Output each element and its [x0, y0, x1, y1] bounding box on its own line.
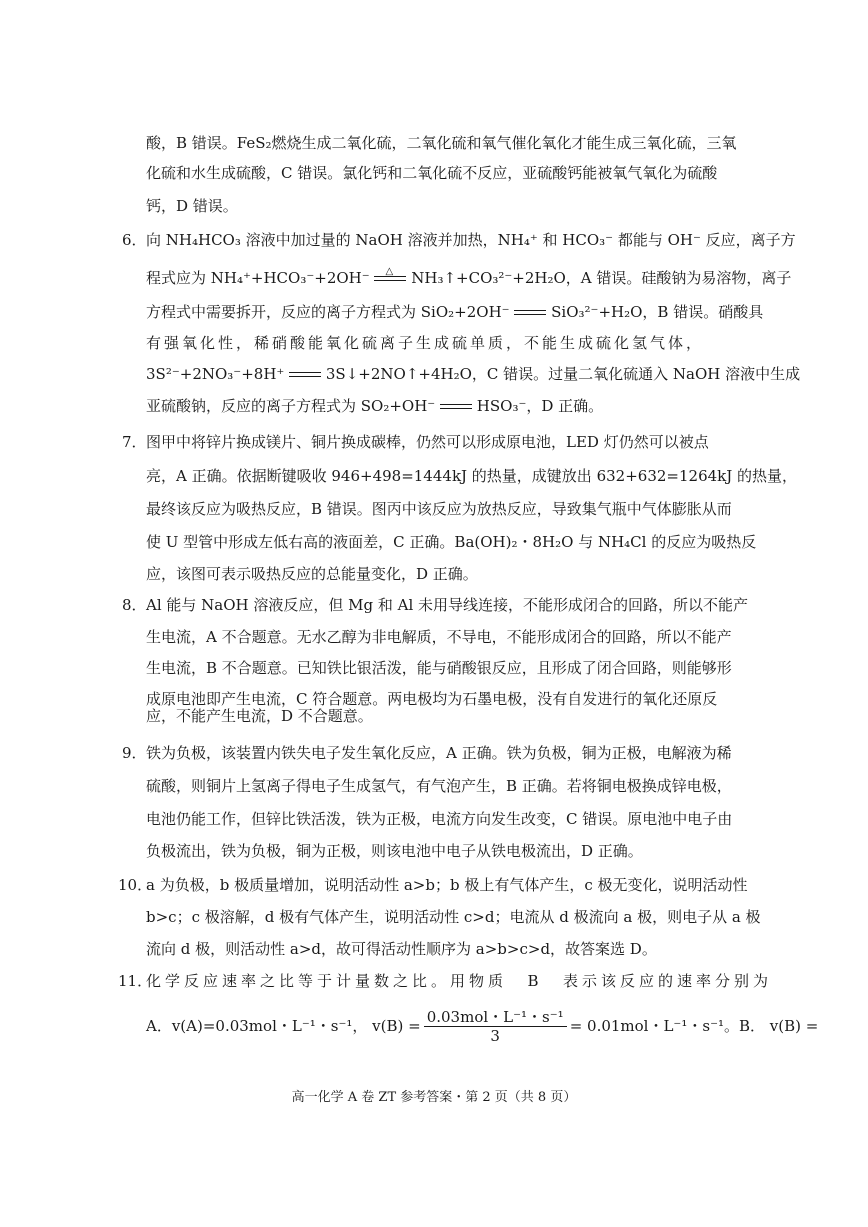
equation-right: HSO₃⁻，D 正确。: [476, 397, 604, 415]
text-line: [146, 971, 772, 991]
text-line: Al 能与 NaOH 溶液反应，但 Mg 和 Al 未用导线连接，不能形成闭合的回路，所以不能产: [146, 596, 749, 614]
equation-right: = 0.01mol・L⁻¹・s⁻¹。B． v(B) =: [569, 1017, 819, 1035]
text-line: 成原电池即产生电流，C 符合题意。两电极均为石墨电极，没有自发进行的氧化还原反: [146, 690, 718, 708]
question-number: 7．: [122, 433, 147, 451]
fraction: [424, 1008, 567, 1045]
text-line: 化硫和水生成硫酸，C 错误。氯化钙和二氧化硫不反应，亚硫酸钙能被氧气氧化为硫酸: [146, 164, 718, 182]
equation-line: [146, 268, 791, 288]
equation-line: [146, 396, 603, 416]
heating-equals-sign: [374, 266, 406, 284]
text-line: 应，不能产生电流，D 不合题意。: [146, 707, 373, 725]
text-line: 使 U 型管中形成左低右高的液面差，C 正确。Ba(OH)₂・8H₂O 与 NH₄Cl 的反应为吸热反: [146, 533, 757, 551]
text-line: 图甲中将锌片换成镁片、铜片换成碳棒，仍然可以形成原电池，LED 灯仍然可以被点: [146, 433, 709, 451]
fraction-denominator: 3: [490, 1026, 500, 1045]
text-line: 有强氧化性，稀硝酸能氧化硫离子生成硫单质，不能生成硫化氢气体，: [146, 334, 705, 352]
equation-left: 3S²⁻+2NO₃⁻+8H⁺: [146, 365, 285, 383]
equals-sign: [289, 370, 321, 380]
text-segment: 表示该反应的速率分别为: [562, 972, 772, 990]
text-line: b>c；c 极溶解，d 极有气体产生，说明活动性 c>d；电流从 d 极流向 a 极，则电子从 a 极: [146, 908, 761, 926]
equation-line: [146, 364, 800, 384]
text-line: 最终该反应为吸热反应，B 错误。图丙中该反应为放热反应，导致集气瓶中气体膨胀从而: [146, 500, 732, 518]
text-line: 负极流出，铁为负极，铜为正极，则该电池中电子从铁电极流出，D 正确。: [146, 842, 643, 860]
equation-line: [146, 302, 763, 322]
text-line: 应，该图可表示吸热反应的总能量变化，D 正确。: [146, 565, 478, 583]
equation-left: 程式应为 NH₄⁺+HCO₃⁻+2OH⁻: [146, 269, 370, 287]
text-line: 亮，A 正确。依据断键吸收 946+498=1444kJ 的热量，成键放出 632+632=1264kJ 的热量，: [146, 467, 798, 485]
text-segment: B: [527, 972, 543, 990]
equation-right: NH₃↑+CO₃²⁻+2H₂O，A 错误。硅酸钠为易溶物，离子: [411, 269, 792, 287]
equation-left: 亚硫酸钠，反应的离子方程式为 SO₂+OH⁻: [146, 397, 436, 415]
page-footer: 高一化学 A 卷 ZT 参考答案・第 2 页（共 8 页）: [291, 1090, 577, 1105]
text-line: 生电流，B 不合题意。已知铁比银活泼，能与硝酸银反应，且形成了闭合回路，则能够形: [146, 659, 732, 677]
fraction-numerator: 0.03mol・L⁻¹・s⁻¹: [424, 1008, 567, 1027]
question-number: 11．: [118, 972, 153, 990]
question-number: 6．: [122, 231, 147, 249]
equals-sign: [440, 402, 472, 412]
text-line: 向 NH₄HCO₃ 溶液中加过量的 NaOH 溶液并加热，NH₄⁺ 和 HCO₃⁻ 都能与 OH⁻ 反应，离子方: [146, 231, 796, 249]
text-line: 硫酸，则铜片上氢离子得电子生成氢气，有气泡产生，B 正确。若将铜电极换成锌电极，: [146, 777, 732, 795]
text-segment: 化学反应速率之比等于计量数之比。用物质: [146, 972, 508, 990]
text-line: 电池仍能工作，但锌比铁活泼，铁为正极，电流方向发生改变，C 错误。原电池中电子由: [146, 810, 733, 828]
text-line: 生电流，A 不合题意。无水乙醇为非电解质，不导电，不能形成闭合的回路，所以不能产: [146, 628, 732, 646]
equation-right: 3S↓+2NO↑+4H₂O，C 错误。过量二氧化硫通入 NaOH 溶液中生成: [325, 365, 801, 383]
question-number: 9．: [122, 744, 147, 762]
text-line: 酸，B 错误。FeS₂燃烧生成二氧化硫，二氧化硫和氧气催化氧化才能生成三氧化硫，三氧: [146, 134, 737, 152]
question-number: 8．: [122, 596, 147, 614]
text-line: a 为负极，b 极质量增加，说明活动性 a>b；b 极上有气体产生，c 极无变化，说明活动性: [146, 876, 748, 894]
delta-symbol: △: [385, 266, 394, 277]
text-line: 铁为负极，该装置内铁失电子发生氧化反应，A 正确。铁为负极，铜为正极，电解液为稀: [146, 744, 732, 762]
equals-sign: [514, 308, 546, 318]
text-line: 流向 d 极，则活动性 a>d，故可得活动性顺序为 a>b>c>d，故答案选 D。: [146, 940, 657, 958]
text-line: 钙，D 错误。: [146, 197, 238, 215]
question-number: 10．: [118, 876, 153, 894]
equation-left: 方程式中需要拆开，反应的离子方程式为 SiO₂+2OH⁻: [146, 303, 510, 321]
equation-right: SiO₃²⁻+H₂O，B 错误。硝酸具: [551, 303, 764, 321]
equation-line: [146, 1006, 818, 1046]
equation-left: A．v(A)=0.03mol・L⁻¹・s⁻¹， v(B) =: [146, 1017, 421, 1035]
